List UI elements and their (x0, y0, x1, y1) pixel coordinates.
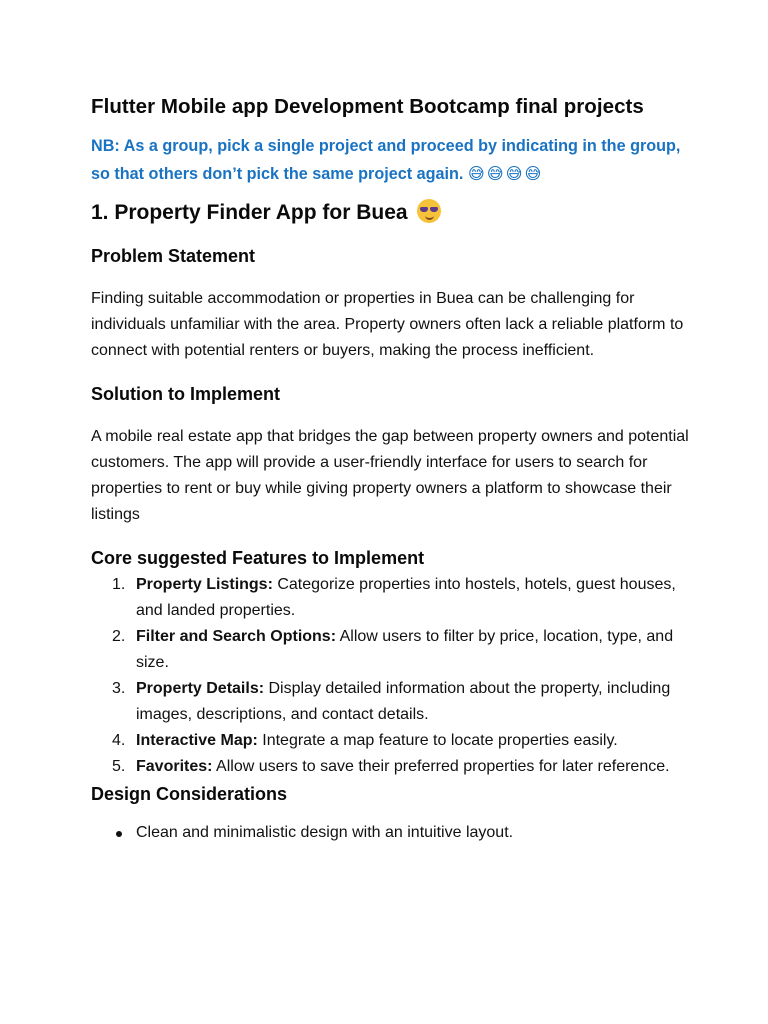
feature-label: Filter and Search Options: (136, 628, 337, 645)
feature-description: Categorize properties into hostels, hotels, guest houses, and landed properties. (136, 576, 676, 619)
feature-number: 2. (112, 628, 126, 645)
feature-item (91, 754, 691, 780)
feature-number: 3. (112, 680, 126, 697)
design-item-text: Clean and minimalistic design with an intuitive layout. (136, 824, 514, 841)
project-heading-text: 1. Property Finder App for Buea (91, 201, 408, 224)
group-note-text: NB: As a group, pick a single project and proceed by indicating in the group, so that others don’t pick the same project again. (91, 137, 681, 183)
feature-number: 4. (112, 732, 126, 749)
document-title: Flutter Mobile app Development Bootcamp final projects (91, 95, 644, 118)
feature-item (91, 728, 691, 754)
feature-label: Property Details: (136, 680, 265, 697)
group-note (91, 132, 691, 188)
design-list (91, 820, 691, 846)
feature-number: 1. (112, 576, 126, 593)
sunglasses-face-icon (417, 199, 441, 223)
solution-heading: Solution to Implement (91, 384, 280, 404)
feature-number: 5. (112, 758, 126, 775)
feature-label: Property Listings: (136, 576, 273, 593)
feature-description: Allow users to save their preferred properties for later reference. (212, 758, 670, 775)
features-list (91, 572, 691, 780)
feature-label: Favorites: (136, 758, 213, 775)
feature-label: Interactive Map: (136, 732, 258, 749)
laughing-emoji-icons: 😅😅😅😅 (467, 164, 544, 183)
feature-description: Integrate a map feature to locate properties easily. (257, 732, 618, 749)
design-heading: Design Considerations (91, 784, 288, 804)
document-page (91, 92, 691, 846)
feature-item (91, 572, 691, 624)
features-heading: Core suggested Features to Implement (91, 548, 425, 568)
problem-text: Finding suitable accommodation or properties in Buea can be challenging for individuals unfamiliar with the area. Property owners often lack a reliable platform to connect with potential renters or buyers, making the process inefficient. (91, 290, 684, 359)
feature-description: Display detailed information about the property, including images, descriptions, and contact details. (136, 680, 671, 723)
feature-item (91, 624, 691, 676)
bullet-icon (116, 831, 122, 837)
solution-text: A mobile real estate app that bridges the gap between property owners and potential customers. The app will provide a user-friendly interface for users to search for properties to rent or buy while giving property owners a platform to showcase their listings (91, 428, 689, 523)
problem-heading: Problem Statement (91, 246, 256, 266)
feature-description: Allow users to filter by price, location, type, and size. (136, 628, 674, 671)
feature-item (91, 676, 691, 728)
project-heading (91, 196, 691, 230)
design-item (91, 820, 691, 846)
